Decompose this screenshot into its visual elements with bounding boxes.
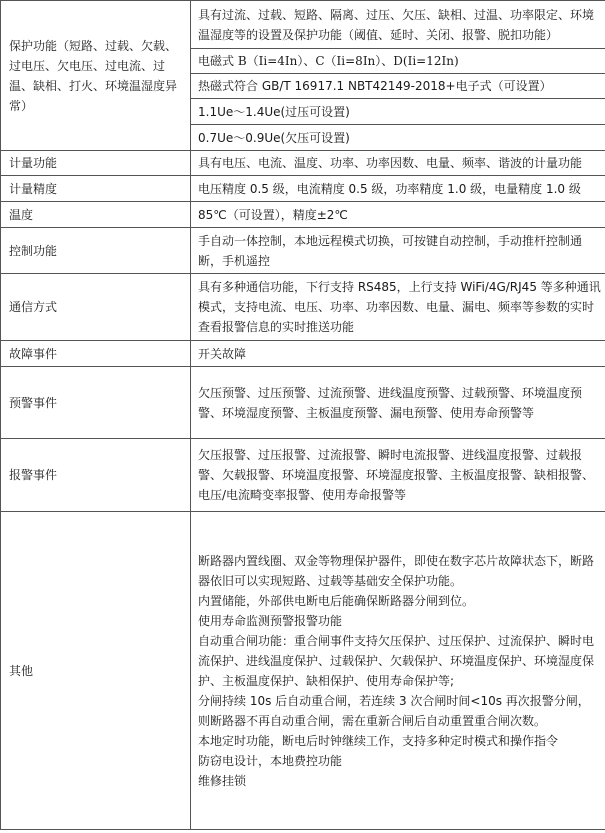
accuracy-value: 电压精度 0.5 级，电流精度 0.5 级，功率精度 1.0 级，电量精度 1.0 级 <box>191 176 605 202</box>
table-row <box>1 512 605 830</box>
protection-value-2: 电磁式 B（Ii=4In）、C（Ii=8In）、D(Ii=12In) <box>191 49 605 74</box>
protection-value-4: 1.1Ue～1.4Ue(过压可设置) <box>191 99 605 125</box>
table-row <box>1 274 605 341</box>
temperature-label: 温度 <box>1 202 191 228</box>
table-row <box>1 202 605 228</box>
other-label: 其他 <box>1 512 191 830</box>
table-row <box>1 439 605 512</box>
protection-value-5: 0.7Ue～0.9Ue(欠压可设置) <box>191 125 605 151</box>
metering-label: 计量功能 <box>1 151 191 176</box>
warning-events-label: 预警事件 <box>1 367 191 439</box>
table-row <box>1 1 605 49</box>
other-line: 断路器内置线圈、双金等物理保护器件，即使在数字芯片故障状态下，断路器依旧可以实现短路、过载等基础安全保护功能。 <box>198 553 595 588</box>
other-line: 本地定时功能，断电后时钟继续工作，支持多种定时模式和操作指令 <box>198 733 559 748</box>
fault-events-label: 故障事件 <box>1 341 191 367</box>
table-row <box>1 151 605 176</box>
protection-value-3: 热磁式符合 GB/T 16917.1 NBT42149-2018+电子式（可设置） <box>191 74 605 99</box>
other-line: 自动重合闸功能：重合闸事件支持欠压保护、过压保护、过流保护、瞬时电流保护、进线温度保护、过载保护、欠载保护、环境温度保护、环境湿度保护、主板温度保护、缺相保护、使用寿命保护等; <box>198 633 595 688</box>
table-row <box>1 228 605 274</box>
warning-events-value: 欠压预警、过压预警、过流预警、进线温度预警、过载预警、环境温度预警、环境湿度预警、主板温度预警、漏电预警、使用寿命预警等 <box>191 367 605 439</box>
other-line: 防窃电设计，本地费控功能 <box>198 753 343 768</box>
other-line: 分闸持续 10s 后自动重合闸，若连续 3 次合闸时间<10s 再次报警分闸，则断路器不再自动重合闸，需在重新合闸后自动重置重合闸次数。 <box>198 693 590 728</box>
protection-label: 保护功能（短路、过载、欠载、过电压、欠电压、过电流、过温、缺相、打火、环境温湿度异常） <box>1 1 191 151</box>
alarm-events-value: 欠压报警、过压报警、过流报警、瞬时电流报警、进线温度报警、过载报警、欠载报警、环境温度报警、环境湿度报警、主板温度报警、缺相报警、电压/电流畸变率报警、使用寿命报警等 <box>191 439 605 512</box>
accuracy-label: 计量精度 <box>1 176 191 202</box>
other-line: 使用寿命监测预警报警功能 <box>198 613 343 628</box>
temperature-value: 85℃（可设置），精度±2℃ <box>191 202 605 228</box>
other-line: 内置储能，外部供电断电后能确保断路器分闸到位。 <box>198 593 475 608</box>
alarm-events-label: 报警事件 <box>1 439 191 512</box>
other-line: 维修挂锁 <box>198 773 247 788</box>
protection-value-1: 具有过流、过载、短路、隔离、过压、欠压、缺相、过温、功率限定、环境温湿度等的设置及保护功能（阈值、延时、关闭、报警、脱扣功能） <box>191 1 605 49</box>
metering-value: 具有电压、电流、温度、功率、功率因数、电量、频率、谐波的计量功能 <box>191 151 605 176</box>
communication-label: 通信方式 <box>1 274 191 341</box>
other-value <box>191 512 605 830</box>
communication-value: 具有多种通信功能，下行支持 RS485，上行支持 WiFi/4G/RJ45 等多种通讯模式，支持电流、电压、功率、功率因数、电量、漏电、频率等参数的实时查看报警信息的实时推送功能 <box>191 274 605 341</box>
fault-events-value: 开关故障 <box>191 341 605 367</box>
table-row <box>1 367 605 439</box>
table-row <box>1 341 605 367</box>
table-row <box>1 176 605 202</box>
control-label: 控制功能 <box>1 228 191 274</box>
control-value: 手自动一体控制，本地远程模式切换，可按键自动控制，手动推杆控制通断，手机遥控 <box>191 228 605 274</box>
